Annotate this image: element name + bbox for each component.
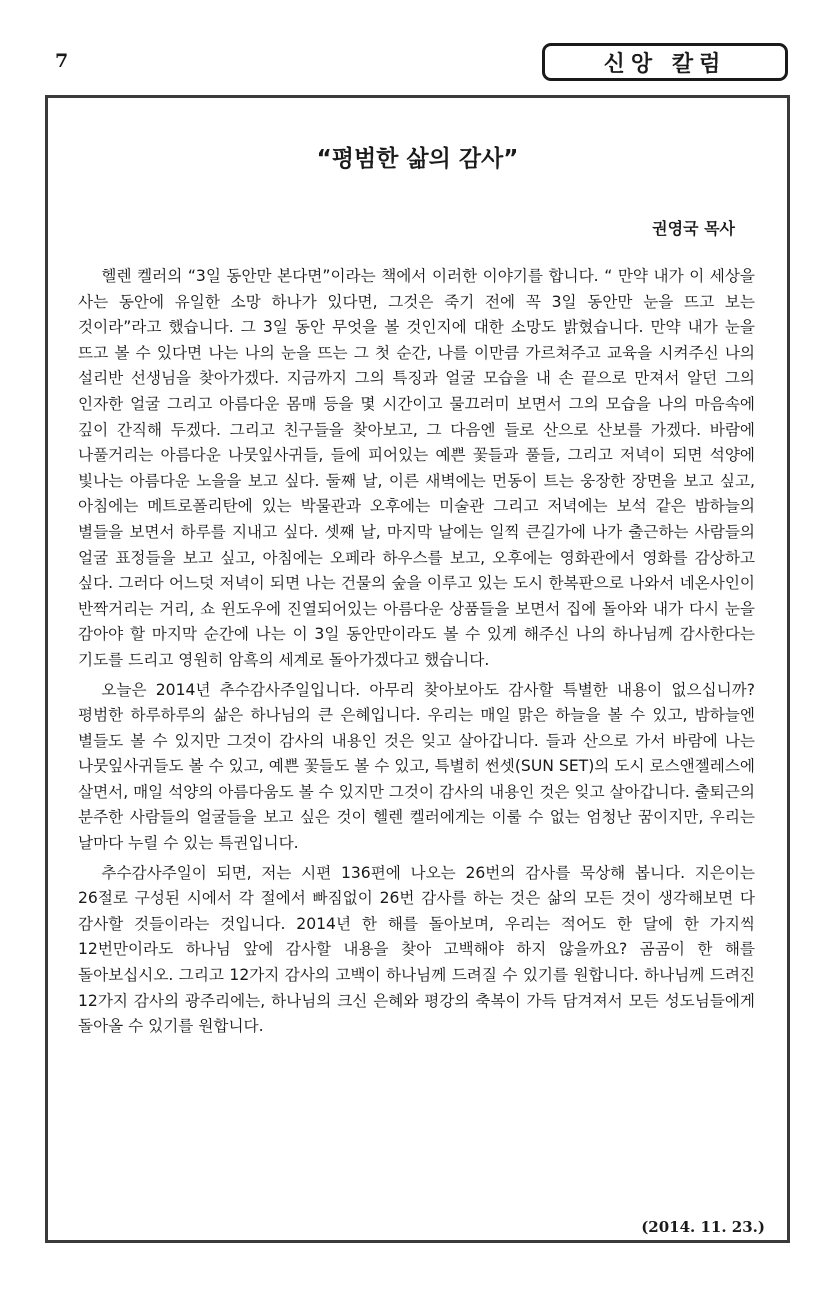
article-date: (2014. 11. 23.): [641, 1218, 765, 1236]
page-number: 7: [55, 50, 69, 72]
section-header-tab: 신앙 칼럼: [542, 43, 788, 81]
article-frame: [45, 95, 790, 1243]
article-paragraph: 추수감사주일이 되면, 저는 시편 136편에 나오는 26번의 감사를 묵상해 봅니다. 지은이는 26절로 구성된 시에서 각 절에서 빠짐없이 26번 감사를 하는 것은 삶의 모든 것이 생각해보면 다 감사할 것들이라는 것입니다. 2014년 한 해를 돌아보며, 우리는 적어도 한 달에 한 가지씩 12번만이라도 하나님 앞에 감사할 내용을 찾아 고백해야 하지 않을까요? 곰곰이 한 해를 돌아보십시오. 그리고 12가지 감사의 고백이 하나님께 드려질 수 있기를 원합니다. 하나님께 드려진 12가지 감사의 광주리에는, 하나님의 크신 은혜와 평강의 축복이 가득 담겨져서 모든 성도님들에게 돌아올 수 있기를 원합니다.: [78, 863, 755, 1036]
article-paragraph: 오늘은 2014년 추수감사주일입니다. 아무리 찾아보아도 감사할 특별한 내용이 없으십니까? 평범한 하루하루의 삶은 하나님의 큰 은혜입니다. 우리는 매일 맑은 하늘을 볼 수 있고, 밤하늘엔 별들도 볼 수 있지만 그것이 감사의 내용인 것은 잊고 살아갑니다. 들과 산으로 가서 바람에 나는 나뭇잎사귀들도 볼 수 있고, 예쁜 꽃들도 볼 수 있고, 특별히 썬셋(SUN SET)의 도시 로스앤젤레스에 살면서, 매일 석양의 아름다움도 볼 수 있지만 그것이 감사의 내용인 것은 잊고 살아갑니다. 출퇴근의 분주한 사람들의 얼굴들을 보고 싶은 것이 헬렌 켈러에게는 이룰 수 없는 엄청난 꿈이지만, 우리는 날마다 누릴 수 있는 특권입니다.: [78, 680, 755, 853]
article-author: 권영국 목사: [652, 219, 735, 238]
article-title: “평범한 삶의 감사”: [316, 146, 519, 172]
article-paragraph: 헬렌 켈러의 “3일 동안만 본다면”이라는 책에서 이러한 이야기를 합니다. “ 만약 내가 이 세상을 사는 동안에 유일한 소망 하나가 있다면, 그것은 죽기 전에 꼭 3일 동안만 눈을 뜨고 보는 것이라”라고 했습니다. 그 3일 동안 무엇을 볼 것인지에 대한 소망도 밝혔습니다. 만약 내가 눈을 뜨고 볼 수 있다면 나는 나의 눈을 뜨는 그 첫 순간, 나를 이만큼 가르쳐주고 교육을 시켜주신 나의 설리반 선생님을 찾아가겠다. 지금까지 그의 특징과 얼굴 모습을 내 손 끝으로 만져서 알던 그의 인자한 얼굴 그리고 아름다운 몸매 등을 몇 시간이고 물끄러미 보면서 그의 모습을 나의 마음속에 깊이 간직해 두겠다. 그리고 친구들을 찾아보고, 그 다음엔 들로 산으로 산보를 가겠다. 바람에 나풀거리는 아름다운 나뭇잎사귀들, 들에 피어있는 예쁜 꽃들과 풀들, 그리고 저녁이 되면 석양에 빛나는 아름다운 노을을 보고 싶다. 둘째 날, 이른 새벽에는 먼동이 트는 웅장한 장면을 보고 싶고, 아침에는 메트로폴리탄에 있는 박물관과 오후에는 미술관 그리고 저녁에는 보석 같은 밤하늘의 별들을 보면서 하루를 지내고 싶다. 셋째 날, 마지막 날에는 일찍 큰길가에 나가 출근하는 사람들의 얼굴 표정들을 보고 싶고, 아침에는 오페라 하우스를 보고, 오후에는 영화관에서 영화를 감상하고 싶다. 그러다 어느덧 저녁이 되면 나는 건물의 숲을 이루고 있는 도시 한복판으로 나와서 네온사인이 반짝거리는 거리, 쇼 윈도우에 진열되어있는 아름다운 상품들을 보면서 집에 돌아와 내가 다시 눈을 감아야 할 마지막 순간에 나는 이 3일 동안만이라도 볼 수 있게 해주신 나의 하나님께 감사한다는 기도를 드리고 영원히 암흑의 세계로 돌아가겠다고 했습니다.: [78, 267, 755, 669]
article-body: [78, 264, 755, 1040]
